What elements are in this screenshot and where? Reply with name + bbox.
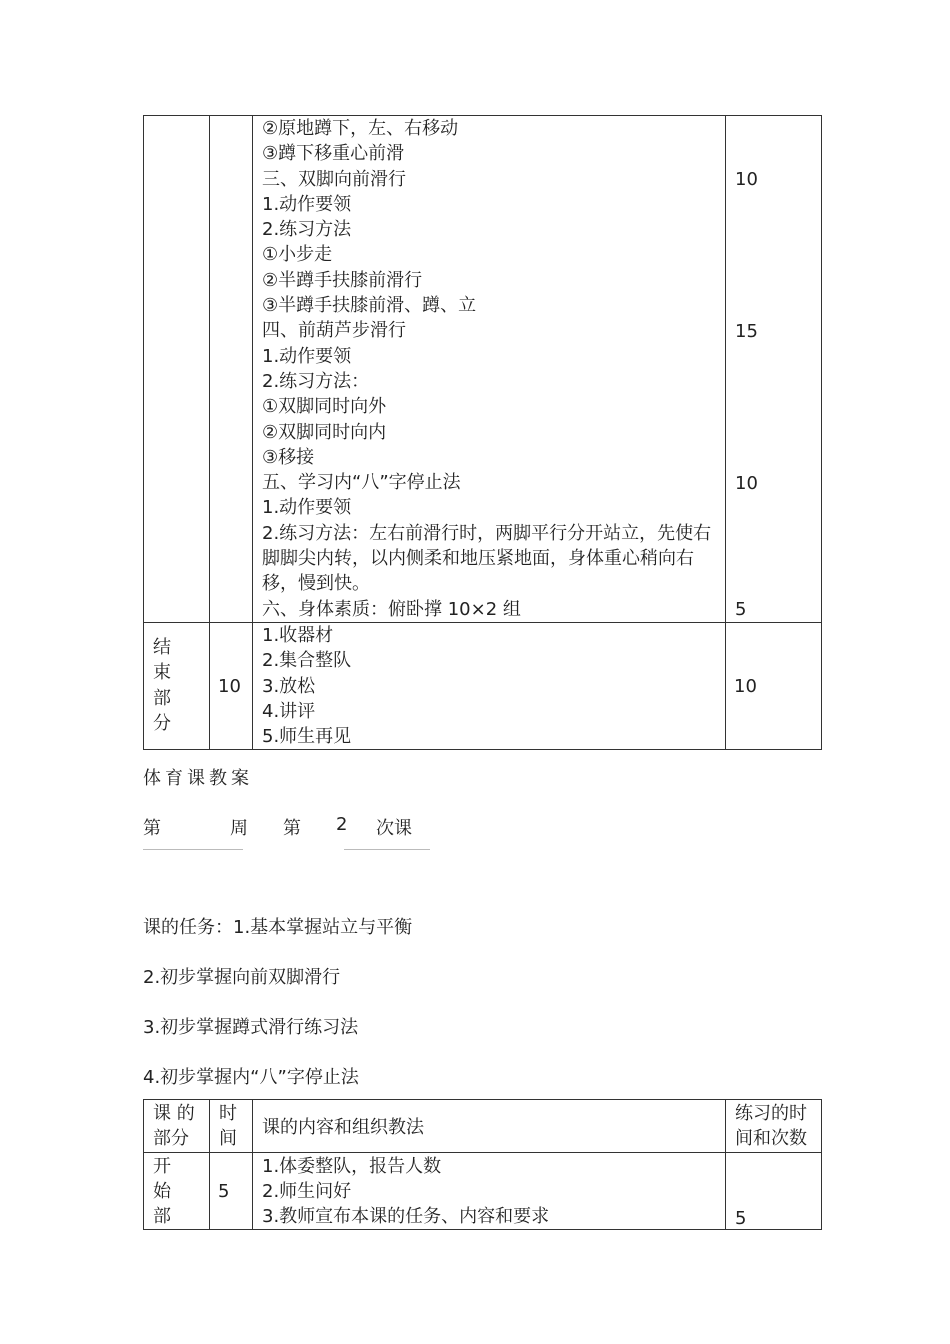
content-line: 4.讲评 [262,700,316,722]
week-label-di: 第 [143,818,161,839]
content-line: 3.放松 [262,675,316,697]
count-cell [726,116,822,623]
content-line: 1.收器材 [262,625,334,646]
lesson-label-di: 第 [283,818,301,839]
content-line: 5.师生再见 [262,726,352,748]
count-cell: 5 [726,1152,822,1230]
header-text: 间 [219,1128,237,1150]
content-paragraph: 2.练习方法：左右前滑行时，两脚平行分开站立，先使右脚脚尖内转，以内侧柔和地压紧地面，身体重心稍向右移，慢到快。 [262,522,712,595]
content-line: 3.教师宣布本课的任务、内容和要求 [262,1206,550,1228]
content-line: 1.体委整队，报告人数 [262,1155,442,1177]
content-line: ②双脚同时向内 [262,421,387,443]
content-line: ③半蹲手扶膝前滑、蹲、立 [262,295,477,317]
part-name-char: 结 [153,637,171,658]
part-name-cell [144,623,210,750]
week-label-zhou: 周 [230,818,248,839]
content-line: 六、身体素质：俯卧撑 10×2 组 [262,598,521,620]
lesson-number: 2 [336,814,348,835]
header-part [144,1100,210,1153]
lesson-title: 体育课教案 [143,768,253,789]
content-line: ①双脚同时向外 [262,396,387,418]
content-line: ①小步走 [262,244,333,266]
time-cell: 10 [210,623,253,750]
header-text: 练习的时 [735,1103,807,1124]
part-name-char: 开 [153,1155,171,1177]
count-value: 5 [735,599,747,620]
content-line: 1.动作要领 [262,345,352,367]
content-line: 2.集合整队 [262,650,352,672]
part-name-char: 分 [153,712,171,734]
task-line: 2.初步掌握向前双脚滑行 [143,967,341,988]
content-line: 1.动作要领 [262,193,352,215]
week-underline [143,849,243,850]
lesson-table-new [143,1099,822,1230]
part-name-char: 部 [153,1206,171,1228]
content-line: 四、前葫芦步滑行 [262,320,406,342]
content-line: 1.动作要领 [262,497,352,519]
count-value: 10 [735,473,758,494]
content-cell [253,116,726,623]
count-cell: 10 [726,623,822,750]
content-line: ②半蹲手扶膝前滑行 [262,269,423,291]
time-cell: 5 [210,1152,253,1230]
content-line: ③蹲下移重心前滑 [262,143,405,165]
content-cell [253,1152,726,1230]
part-name-char: 始 [153,1180,171,1202]
lesson-underline [344,849,430,850]
content-line: 2.师生问好 [262,1180,352,1202]
count-value: 10 [735,169,758,190]
content-line: ②原地蹲下，左、右移动 [262,118,459,139]
part-name-cell [144,1152,210,1230]
task-line: 4.初步掌握内“八”字停止法 [143,1067,359,1088]
table-header-row [144,1100,822,1153]
part-cell-empty [144,116,210,623]
header-text: 课 的 [153,1103,195,1124]
lesson-table-continued [143,115,822,750]
header-text: 部分 [153,1128,189,1150]
table-row-basic-part [144,116,822,623]
task-line: 3.初步掌握蹲式滑行练习法 [143,1017,359,1038]
table-row-start-part [144,1152,822,1230]
table-row-end-part [144,623,822,750]
content-line: 五、学习内“八”字停止法 [262,472,461,494]
lesson-label-ci: 次课 [376,818,412,839]
content-line: ③移接 [262,446,315,468]
header-text: 间和次数 [735,1128,807,1150]
task-line: 课的任务：1.基本掌握站立与平衡 [143,917,413,938]
content-line: 2.练习方法 [262,219,352,241]
content-cell [253,623,726,750]
part-name-char: 部 [153,687,171,709]
content-line: 2.练习方法： [262,370,370,392]
header-content: 课的内容和组织教法 [253,1100,726,1153]
header-text: 时 [219,1103,237,1124]
content-line: 三、双脚向前滑行 [262,168,406,190]
part-name-char: 束 [153,662,171,684]
time-cell-empty [210,116,253,623]
header-count [726,1100,822,1153]
header-time [210,1100,253,1153]
count-value: 15 [735,321,758,342]
